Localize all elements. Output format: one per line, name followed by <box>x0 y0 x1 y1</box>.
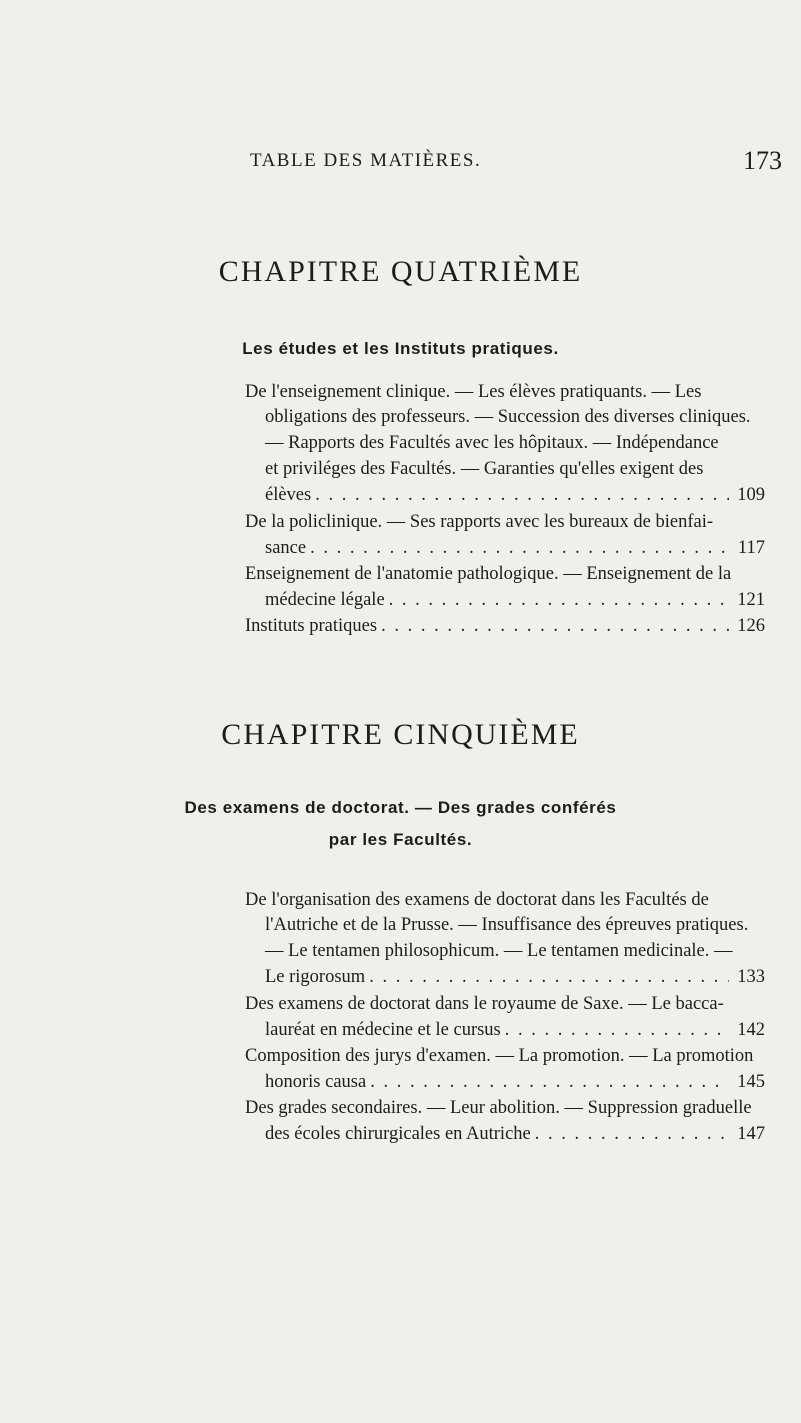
dot-leader <box>381 616 729 637</box>
chapter-subtitle-line: Les études et les Instituts pratiques. <box>242 339 559 358</box>
toc-entry-line: — Rapports des Facultés avec les hôpitaux. — Indépendance <box>265 433 719 453</box>
toc-entry-line: Des grades secondaires. — Leur abolition. — Suppression graduelle <box>245 1098 752 1118</box>
toc-entry-text: Instituts pratiques <box>245 616 378 636</box>
chapter-subtitle-line: par les Facultés. <box>328 830 473 849</box>
toc-entry-line: Des examens de doctorat dans le royaume de Saxe. — Le bacca- <box>245 994 724 1014</box>
dot-leader <box>310 538 729 559</box>
toc-entry-line: — Le tentamen philosophicum. — Le tentamen medicinale. — <box>265 941 733 961</box>
toc-entry-final-line <box>265 538 765 559</box>
toc-page-number: 109 <box>737 485 765 505</box>
dot-leader <box>505 1020 729 1041</box>
toc-entry-final-line <box>265 1020 765 1041</box>
toc-entry-line: De la policlinique. — Ses rapports avec les bureaux de bienfai- <box>245 512 713 532</box>
dot-leader <box>370 1072 729 1093</box>
chapter-subtitle-line: Des examens de doctorat. — Des grades conférés <box>184 798 617 817</box>
toc-entry-final-line <box>265 1124 765 1145</box>
toc-entry-text: élèves <box>265 485 312 505</box>
dot-leader <box>535 1124 729 1145</box>
toc-page-number: 133 <box>737 967 765 987</box>
page-number: 173 <box>743 146 782 175</box>
toc-entry-line: De l'organisation des examens de doctorat dans les Facultés de <box>245 890 709 910</box>
toc-page-number: 126 <box>737 616 765 636</box>
toc-entry-text: honoris causa <box>265 1072 367 1092</box>
toc-entry-line: et priviléges des Facultés. — Garanties qu'elles exigent des <box>265 459 704 479</box>
toc-entry-final-line <box>265 967 765 988</box>
dot-leader <box>389 590 729 611</box>
toc-entry-text: sance <box>265 538 307 558</box>
toc-entry-line: De l'enseignement clinique. — Les élèves pratiquants. — Les <box>245 382 702 402</box>
dot-leader <box>369 967 729 988</box>
chapter-subtitle <box>0 333 801 365</box>
toc-entry-line: obligations des professeurs. — Succession des diverses cliniques. <box>265 407 751 427</box>
toc-page-number: 145 <box>737 1072 765 1092</box>
dot-leader <box>315 485 729 506</box>
toc-entry-final-line <box>245 616 765 637</box>
toc-entry-line: Enseignement de l'anatomie pathologique. — Enseignement de la <box>245 564 732 584</box>
toc-page-number: 121 <box>737 590 765 610</box>
chapter-heading: CHAPITRE CINQUIÈME <box>221 718 580 751</box>
toc-entry-text: médecine légale <box>265 590 385 610</box>
toc-entry-text: lauréat en médecine et le cursus <box>265 1020 501 1040</box>
chapter-subtitle <box>0 792 801 856</box>
toc-page-number: 147 <box>737 1124 765 1144</box>
toc-entry-final-line <box>265 590 765 611</box>
toc-entry-text: Le rigorosum <box>265 967 366 987</box>
toc-entry-line: l'Autriche et de la Prusse. — Insuffisance des épreuves pratiques. <box>265 915 749 935</box>
toc-page-number: 142 <box>737 1020 765 1040</box>
toc-page-number: 117 <box>737 538 765 558</box>
toc-entry-text: des écoles chirurgicales en Autriche <box>265 1124 531 1144</box>
toc-entry-final-line <box>265 485 765 506</box>
chapter-heading: CHAPITRE QUATRIÈME <box>218 255 583 288</box>
running-title: TABLE DES MATIÈRES. <box>250 150 482 171</box>
toc-entry-final-line <box>265 1072 765 1093</box>
toc-entry-line: Composition des jurys d'examen. — La promotion. — La promotion <box>245 1046 754 1066</box>
